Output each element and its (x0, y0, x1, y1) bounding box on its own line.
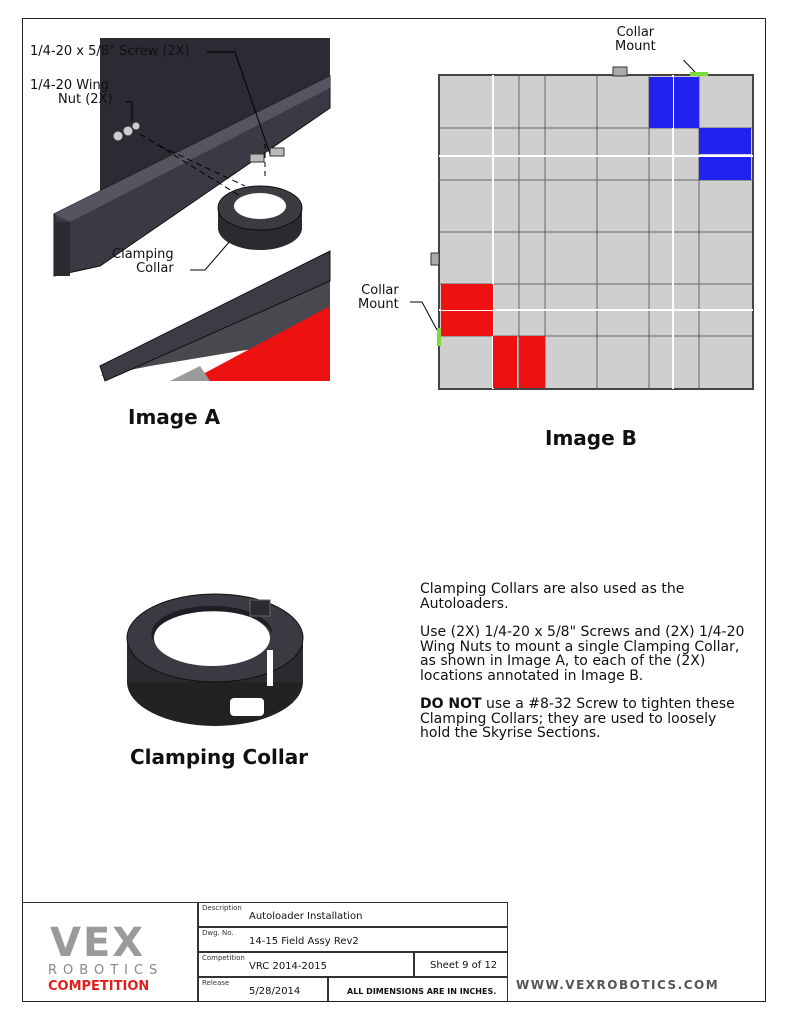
competition-value: VRC 2014-2015 (249, 961, 327, 972)
collar-mount-left-line1: Collar (361, 283, 399, 298)
collar-mount-top-callout (615, 26, 656, 54)
collar-mount-left-line2: Mount (358, 297, 399, 312)
release-label: Release (202, 979, 230, 987)
do-not-text: DO NOT (420, 696, 482, 712)
dimensions-note: ALL DIMENSIONS ARE IN INCHES. (347, 987, 497, 996)
wing-nut-callout (30, 79, 113, 107)
image-a-caption: Image A (128, 405, 221, 429)
release-value: 5/28/2014 (249, 986, 301, 997)
collar-line2: Collar (136, 261, 174, 276)
dimensions-cell (328, 977, 508, 1002)
collar-mount-top-line2: Mount (615, 39, 656, 54)
collar-line1: Clamping (112, 247, 174, 262)
logo-robotics: ROBOTICS (48, 963, 164, 978)
logo-cell (22, 902, 198, 1002)
dwg-value: 14-15 Field Assy Rev2 (249, 936, 359, 947)
collar-mount-top-line1: Collar (616, 25, 655, 40)
logo-competition: COMPETITION (48, 979, 150, 994)
instructions-para3 (420, 697, 750, 741)
sheet-value: Sheet 9 of 12 (430, 960, 498, 971)
description-value: Autoloader Installation (249, 911, 363, 922)
dwg-cell (198, 927, 508, 952)
title-block (22, 902, 766, 1002)
competition-cell (198, 952, 414, 977)
field-diagram (410, 60, 760, 400)
clamping-collar-caption: Clamping Collar (130, 745, 309, 769)
instructions-para3-rest: use a #8-32 Screw to tighten these Clamping Collars; they are used to loosely hold the Skyrise Sections. (420, 696, 735, 741)
wing-nut-line1: 1/4-20 Wing (30, 78, 109, 93)
instructions (420, 582, 750, 755)
dwg-label: Dwg. No. (202, 929, 234, 937)
competition-label: Competition (202, 954, 245, 962)
clamping-collar-figure (122, 590, 312, 730)
description-label: Description (202, 904, 242, 912)
sheet-cell (414, 952, 508, 977)
vex-logo: VEX (50, 920, 146, 966)
description-cell (198, 902, 508, 927)
website: WWW.VEXROBOTICS.COM (516, 978, 720, 992)
instructions-para2: Use (2X) 1/4-20 x 5/8" Screws and (2X) 1/4-20 Wing Nuts to mount a single Clamping Collar, as shown in Image A, to each of the (2X) locations annotated in Image B. (420, 624, 745, 684)
image-b (410, 60, 760, 400)
wing-nut-line2: Nut (2X) (58, 92, 113, 107)
image-b-caption: Image B (545, 426, 637, 450)
collar-mount-left-callout (358, 284, 399, 312)
release-cell (198, 977, 328, 1002)
instructions-para1: Clamping Collars are also used as the Autoloaders. (420, 581, 685, 612)
clamping-collar-illustration (122, 590, 312, 730)
screw-callout: 1/4-20 x 5/8" Screw (2X) (30, 44, 190, 59)
collar-callout (112, 248, 174, 276)
